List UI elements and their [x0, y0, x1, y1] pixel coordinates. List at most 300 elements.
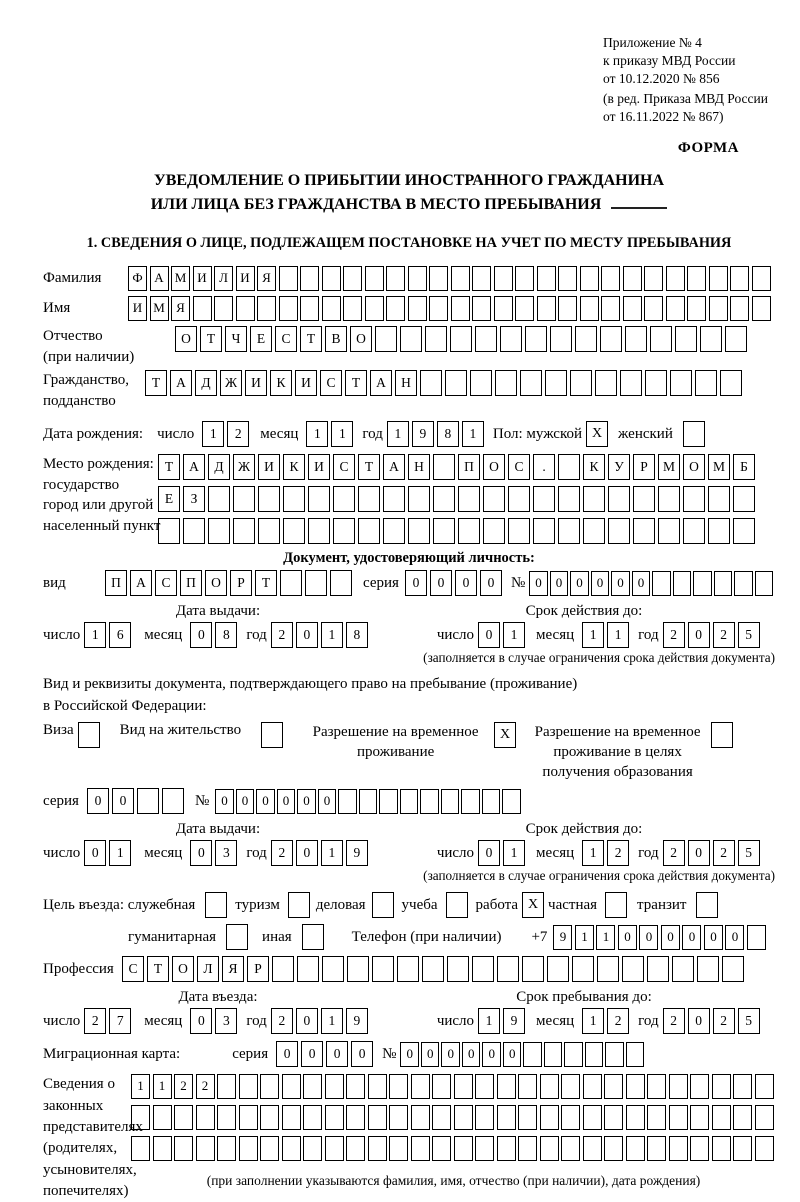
char-cell[interactable]: Д: [208, 454, 230, 480]
char-cell[interactable]: [303, 1074, 322, 1099]
char-cell[interactable]: [260, 1136, 279, 1161]
char-cell[interactable]: [733, 1136, 752, 1161]
char-cell[interactable]: 9: [503, 1008, 525, 1034]
char-cell[interactable]: [666, 266, 685, 291]
char-cell[interactable]: Я: [171, 296, 190, 321]
char-cell[interactable]: [687, 266, 706, 291]
char-cell[interactable]: [752, 266, 771, 291]
char-cell[interactable]: П: [180, 570, 202, 596]
char-cell[interactable]: [408, 296, 427, 321]
char-cell[interactable]: [325, 1105, 344, 1130]
char-cell[interactable]: [368, 1074, 387, 1099]
char-cell[interactable]: И: [295, 370, 317, 396]
char-cell[interactable]: [451, 266, 470, 291]
purpose-work-checkbox[interactable]: X: [522, 892, 544, 918]
char-cell[interactable]: [730, 296, 749, 321]
char-cell[interactable]: 1: [321, 622, 343, 648]
char-cell[interactable]: [379, 789, 398, 814]
char-cell[interactable]: [545, 370, 567, 396]
char-cell[interactable]: [583, 1136, 602, 1161]
char-cell[interactable]: [233, 518, 255, 544]
char-cell[interactable]: .: [533, 454, 555, 480]
char-cell[interactable]: [282, 1136, 301, 1161]
char-cell[interactable]: [389, 1105, 408, 1130]
char-cell[interactable]: [733, 518, 755, 544]
char-cell[interactable]: [604, 1074, 623, 1099]
char-cell[interactable]: [658, 486, 680, 512]
char-cell[interactable]: [297, 956, 319, 982]
char-cell[interactable]: [730, 266, 749, 291]
char-cell[interactable]: 0: [441, 1042, 460, 1067]
char-cell[interactable]: [346, 1105, 365, 1130]
char-cell[interactable]: [454, 1074, 473, 1099]
char-cell[interactable]: [658, 518, 680, 544]
char-cell[interactable]: И: [193, 266, 212, 291]
char-cell[interactable]: 7: [109, 1008, 131, 1034]
char-cell[interactable]: 0: [661, 925, 680, 950]
char-cell[interactable]: [608, 518, 630, 544]
char-cell[interactable]: [690, 1074, 709, 1099]
char-cell[interactable]: [755, 1136, 774, 1161]
char-cell[interactable]: 1: [462, 421, 484, 447]
visa-checkbox[interactable]: [78, 722, 100, 748]
char-cell[interactable]: [695, 370, 717, 396]
char-cell[interactable]: [239, 1105, 258, 1130]
char-cell[interactable]: [368, 1136, 387, 1161]
char-cell[interactable]: 2: [713, 1008, 735, 1034]
char-cell[interactable]: [561, 1105, 580, 1130]
char-cell[interactable]: [400, 326, 422, 352]
char-cell[interactable]: [257, 296, 276, 321]
char-cell[interactable]: 1: [582, 840, 604, 866]
char-cell[interactable]: [733, 1105, 752, 1130]
char-cell[interactable]: А: [370, 370, 392, 396]
char-cell[interactable]: [475, 1105, 494, 1130]
char-cell[interactable]: [483, 486, 505, 512]
char-cell[interactable]: [425, 326, 447, 352]
char-cell[interactable]: А: [150, 266, 169, 291]
char-cell[interactable]: [193, 296, 212, 321]
char-cell[interactable]: [647, 1074, 666, 1099]
char-cell[interactable]: [633, 486, 655, 512]
char-cell[interactable]: А: [183, 454, 205, 480]
char-cell[interactable]: 1: [109, 840, 131, 866]
char-cell[interactable]: [432, 1105, 451, 1130]
char-cell[interactable]: [445, 370, 467, 396]
char-cell[interactable]: [604, 1136, 623, 1161]
char-cell[interactable]: [272, 956, 294, 982]
char-cell[interactable]: 0: [682, 925, 701, 950]
char-cell[interactable]: 6: [109, 622, 131, 648]
char-cell[interactable]: [472, 296, 491, 321]
char-cell[interactable]: 2: [713, 622, 735, 648]
char-cell[interactable]: И: [236, 266, 255, 291]
char-cell[interactable]: [454, 1105, 473, 1130]
char-cell[interactable]: [174, 1105, 193, 1130]
char-cell[interactable]: [583, 518, 605, 544]
char-cell[interactable]: [411, 1136, 430, 1161]
char-cell[interactable]: [508, 486, 530, 512]
char-cell[interactable]: [279, 266, 298, 291]
char-cell[interactable]: 1: [321, 840, 343, 866]
char-cell[interactable]: 0: [405, 570, 427, 596]
char-cell[interactable]: 0: [462, 1042, 481, 1067]
char-cell[interactable]: [601, 266, 620, 291]
purpose-business-checkbox[interactable]: [205, 892, 227, 918]
char-cell[interactable]: [411, 1074, 430, 1099]
char-cell[interactable]: [346, 1136, 365, 1161]
char-cell[interactable]: С: [508, 454, 530, 480]
char-cell[interactable]: [626, 1105, 645, 1130]
char-cell[interactable]: [372, 956, 394, 982]
char-cell[interactable]: [666, 296, 685, 321]
char-cell[interactable]: [625, 326, 647, 352]
char-cell[interactable]: Т: [200, 326, 222, 352]
char-cell[interactable]: [429, 296, 448, 321]
char-cell[interactable]: Р: [247, 956, 269, 982]
char-cell[interactable]: 0: [478, 622, 500, 648]
char-cell[interactable]: [461, 789, 480, 814]
char-cell[interactable]: 5: [738, 1008, 760, 1034]
char-cell[interactable]: М: [708, 454, 730, 480]
char-cell[interactable]: [725, 326, 747, 352]
char-cell[interactable]: [258, 518, 280, 544]
char-cell[interactable]: [672, 956, 694, 982]
char-cell[interactable]: [564, 1042, 583, 1067]
char-cell[interactable]: [239, 1074, 258, 1099]
char-cell[interactable]: [518, 1136, 537, 1161]
char-cell[interactable]: [389, 1074, 408, 1099]
char-cell[interactable]: 0: [296, 840, 318, 866]
char-cell[interactable]: И: [128, 296, 147, 321]
char-cell[interactable]: [626, 1136, 645, 1161]
char-cell[interactable]: [533, 518, 555, 544]
rvp-edu-checkbox[interactable]: [711, 722, 733, 748]
char-cell[interactable]: [217, 1136, 236, 1161]
char-cell[interactable]: [338, 789, 357, 814]
char-cell[interactable]: [683, 518, 705, 544]
char-cell[interactable]: С: [155, 570, 177, 596]
char-cell[interactable]: [359, 789, 378, 814]
char-cell[interactable]: [623, 296, 642, 321]
char-cell[interactable]: [669, 1074, 688, 1099]
char-cell[interactable]: [233, 486, 255, 512]
char-cell[interactable]: [389, 1136, 408, 1161]
char-cell[interactable]: С: [275, 326, 297, 352]
char-cell[interactable]: 0: [215, 789, 234, 814]
char-cell[interactable]: 0: [296, 622, 318, 648]
char-cell[interactable]: 1: [153, 1074, 172, 1099]
char-cell[interactable]: 2: [663, 1008, 685, 1034]
char-cell[interactable]: [432, 1074, 451, 1099]
char-cell[interactable]: [422, 956, 444, 982]
char-cell[interactable]: [690, 1105, 709, 1130]
char-cell[interactable]: [550, 326, 572, 352]
char-cell[interactable]: 3: [215, 840, 237, 866]
char-cell[interactable]: [675, 326, 697, 352]
char-cell[interactable]: 0: [570, 571, 589, 596]
char-cell[interactable]: [158, 518, 180, 544]
char-cell[interactable]: [333, 486, 355, 512]
char-cell[interactable]: [208, 518, 230, 544]
char-cell[interactable]: [533, 486, 555, 512]
char-cell[interactable]: [483, 518, 505, 544]
char-cell[interactable]: 0: [591, 571, 610, 596]
char-cell[interactable]: [755, 571, 774, 596]
char-cell[interactable]: [575, 326, 597, 352]
char-cell[interactable]: [583, 486, 605, 512]
char-cell[interactable]: 1: [84, 622, 106, 648]
char-cell[interactable]: [475, 1136, 494, 1161]
char-cell[interactable]: [697, 956, 719, 982]
char-cell[interactable]: [561, 1136, 580, 1161]
char-cell[interactable]: [500, 326, 522, 352]
char-cell[interactable]: [397, 956, 419, 982]
char-cell[interactable]: Т: [158, 454, 180, 480]
char-cell[interactable]: [433, 518, 455, 544]
char-cell[interactable]: К: [283, 454, 305, 480]
char-cell[interactable]: [260, 1074, 279, 1099]
char-cell[interactable]: И: [308, 454, 330, 480]
char-cell[interactable]: [687, 296, 706, 321]
char-cell[interactable]: [755, 1105, 774, 1130]
char-cell[interactable]: [708, 518, 730, 544]
char-cell[interactable]: Н: [408, 454, 430, 480]
char-cell[interactable]: 0: [190, 840, 212, 866]
char-cell[interactable]: [131, 1105, 150, 1130]
char-cell[interactable]: Е: [250, 326, 272, 352]
char-cell[interactable]: Р: [230, 570, 252, 596]
char-cell[interactable]: [411, 1105, 430, 1130]
char-cell[interactable]: [595, 370, 617, 396]
char-cell[interactable]: [709, 296, 728, 321]
char-cell[interactable]: [608, 486, 630, 512]
char-cell[interactable]: Ж: [233, 454, 255, 480]
char-cell[interactable]: [303, 1136, 322, 1161]
char-cell[interactable]: [712, 1105, 731, 1130]
char-cell[interactable]: 2: [607, 840, 629, 866]
char-cell[interactable]: Ч: [225, 326, 247, 352]
char-cell[interactable]: [712, 1136, 731, 1161]
char-cell[interactable]: 0: [112, 788, 134, 814]
char-cell[interactable]: 3: [215, 1008, 237, 1034]
char-cell[interactable]: [558, 486, 580, 512]
char-cell[interactable]: 9: [346, 1008, 368, 1034]
char-cell[interactable]: [494, 296, 513, 321]
char-cell[interactable]: 1: [582, 622, 604, 648]
char-cell[interactable]: [572, 956, 594, 982]
char-cell[interactable]: 9: [412, 421, 434, 447]
char-cell[interactable]: 0: [611, 571, 630, 596]
char-cell[interactable]: [540, 1074, 559, 1099]
char-cell[interactable]: [502, 789, 521, 814]
char-cell[interactable]: А: [383, 454, 405, 480]
char-cell[interactable]: [383, 486, 405, 512]
char-cell[interactable]: [433, 486, 455, 512]
char-cell[interactable]: [408, 518, 430, 544]
char-cell[interactable]: 0: [87, 788, 109, 814]
char-cell[interactable]: [208, 486, 230, 512]
char-cell[interactable]: 0: [84, 840, 106, 866]
char-cell[interactable]: [605, 1042, 624, 1067]
char-cell[interactable]: 1: [575, 925, 594, 950]
char-cell[interactable]: [472, 266, 491, 291]
char-cell[interactable]: 0: [400, 1042, 419, 1067]
char-cell[interactable]: 0: [618, 925, 637, 950]
char-cell[interactable]: [644, 266, 663, 291]
char-cell[interactable]: [333, 518, 355, 544]
char-cell[interactable]: 2: [713, 840, 735, 866]
char-cell[interactable]: [236, 296, 255, 321]
purpose-transit-checkbox[interactable]: [696, 892, 718, 918]
char-cell[interactable]: Ф: [128, 266, 147, 291]
char-cell[interactable]: 8: [346, 622, 368, 648]
char-cell[interactable]: 0: [256, 789, 275, 814]
char-cell[interactable]: 9: [346, 840, 368, 866]
char-cell[interactable]: 1: [503, 622, 525, 648]
char-cell[interactable]: [383, 518, 405, 544]
char-cell[interactable]: [217, 1105, 236, 1130]
char-cell[interactable]: 0: [236, 789, 255, 814]
char-cell[interactable]: [525, 326, 547, 352]
char-cell[interactable]: [375, 326, 397, 352]
purpose-tourism-checkbox[interactable]: [288, 892, 310, 918]
char-cell[interactable]: [494, 266, 513, 291]
char-cell[interactable]: [450, 326, 472, 352]
char-cell[interactable]: [196, 1136, 215, 1161]
char-cell[interactable]: [670, 370, 692, 396]
char-cell[interactable]: [214, 296, 233, 321]
char-cell[interactable]: [153, 1105, 172, 1130]
char-cell[interactable]: [669, 1136, 688, 1161]
char-cell[interactable]: 0: [639, 925, 658, 950]
purpose-study-checkbox[interactable]: [446, 892, 468, 918]
char-cell[interactable]: [420, 370, 442, 396]
char-cell[interactable]: [282, 1074, 301, 1099]
char-cell[interactable]: [652, 571, 671, 596]
char-cell[interactable]: [585, 1042, 604, 1067]
char-cell[interactable]: 2: [271, 840, 293, 866]
char-cell[interactable]: 0: [704, 925, 723, 950]
char-cell[interactable]: 0: [296, 1008, 318, 1034]
char-cell[interactable]: 0: [478, 840, 500, 866]
char-cell[interactable]: [420, 789, 439, 814]
char-cell[interactable]: [174, 1136, 193, 1161]
char-cell[interactable]: 0: [190, 1008, 212, 1034]
char-cell[interactable]: 0: [550, 571, 569, 596]
residence-permit-checkbox[interactable]: [261, 722, 283, 748]
char-cell[interactable]: [712, 1074, 731, 1099]
char-cell[interactable]: 0: [351, 1041, 373, 1067]
char-cell[interactable]: 0: [421, 1042, 440, 1067]
char-cell[interactable]: [558, 266, 577, 291]
char-cell[interactable]: Я: [222, 956, 244, 982]
char-cell[interactable]: [358, 486, 380, 512]
purpose-commercial-checkbox[interactable]: [372, 892, 394, 918]
char-cell[interactable]: [475, 1074, 494, 1099]
char-cell[interactable]: [734, 571, 753, 596]
char-cell[interactable]: [343, 296, 362, 321]
char-cell[interactable]: 9: [553, 925, 572, 950]
char-cell[interactable]: 2: [607, 1008, 629, 1034]
purpose-humanitarian-checkbox[interactable]: [226, 924, 248, 950]
char-cell[interactable]: [523, 1042, 542, 1067]
char-cell[interactable]: О: [350, 326, 372, 352]
char-cell[interactable]: [258, 486, 280, 512]
char-cell[interactable]: [279, 296, 298, 321]
sex-male-checkbox[interactable]: X: [586, 421, 608, 447]
char-cell[interactable]: [580, 266, 599, 291]
char-cell[interactable]: [386, 296, 405, 321]
char-cell[interactable]: [520, 370, 542, 396]
char-cell[interactable]: [433, 454, 455, 480]
char-cell[interactable]: [714, 571, 733, 596]
char-cell[interactable]: П: [458, 454, 480, 480]
char-cell[interactable]: 8: [215, 622, 237, 648]
char-cell[interactable]: [495, 370, 517, 396]
char-cell[interactable]: М: [658, 454, 680, 480]
char-cell[interactable]: М: [150, 296, 169, 321]
char-cell[interactable]: [644, 296, 663, 321]
purpose-other-checkbox[interactable]: [302, 924, 324, 950]
char-cell[interactable]: Л: [197, 956, 219, 982]
char-cell[interactable]: О: [172, 956, 194, 982]
char-cell[interactable]: 0: [301, 1041, 323, 1067]
char-cell[interactable]: [131, 1136, 150, 1161]
char-cell[interactable]: [733, 1074, 752, 1099]
char-cell[interactable]: [673, 571, 692, 596]
char-cell[interactable]: [597, 956, 619, 982]
char-cell[interactable]: 2: [663, 840, 685, 866]
char-cell[interactable]: 1: [596, 925, 615, 950]
char-cell[interactable]: [308, 486, 330, 512]
char-cell[interactable]: [600, 326, 622, 352]
char-cell[interactable]: [368, 1105, 387, 1130]
char-cell[interactable]: [583, 1074, 602, 1099]
char-cell[interactable]: [755, 1074, 774, 1099]
char-cell[interactable]: Е: [158, 486, 180, 512]
char-cell[interactable]: Н: [395, 370, 417, 396]
char-cell[interactable]: С: [333, 454, 355, 480]
char-cell[interactable]: [747, 925, 766, 950]
char-cell[interactable]: [300, 296, 319, 321]
char-cell[interactable]: [429, 266, 448, 291]
char-cell[interactable]: А: [130, 570, 152, 596]
char-cell[interactable]: [544, 1042, 563, 1067]
char-cell[interactable]: 0: [688, 622, 710, 648]
char-cell[interactable]: [558, 296, 577, 321]
char-cell[interactable]: С: [320, 370, 342, 396]
char-cell[interactable]: [497, 1136, 516, 1161]
char-cell[interactable]: [690, 1136, 709, 1161]
char-cell[interactable]: 8: [437, 421, 459, 447]
char-cell[interactable]: [308, 518, 330, 544]
char-cell[interactable]: [432, 1136, 451, 1161]
char-cell[interactable]: [515, 266, 534, 291]
char-cell[interactable]: 0: [632, 571, 651, 596]
char-cell[interactable]: [408, 486, 430, 512]
char-cell[interactable]: [722, 956, 744, 982]
char-cell[interactable]: [305, 570, 327, 596]
char-cell[interactable]: Д: [195, 370, 217, 396]
char-cell[interactable]: Т: [255, 570, 277, 596]
char-cell[interactable]: [633, 518, 655, 544]
char-cell[interactable]: 0: [297, 789, 316, 814]
char-cell[interactable]: [475, 326, 497, 352]
sex-female-checkbox[interactable]: [683, 421, 705, 447]
char-cell[interactable]: [441, 789, 460, 814]
char-cell[interactable]: [518, 1105, 537, 1130]
